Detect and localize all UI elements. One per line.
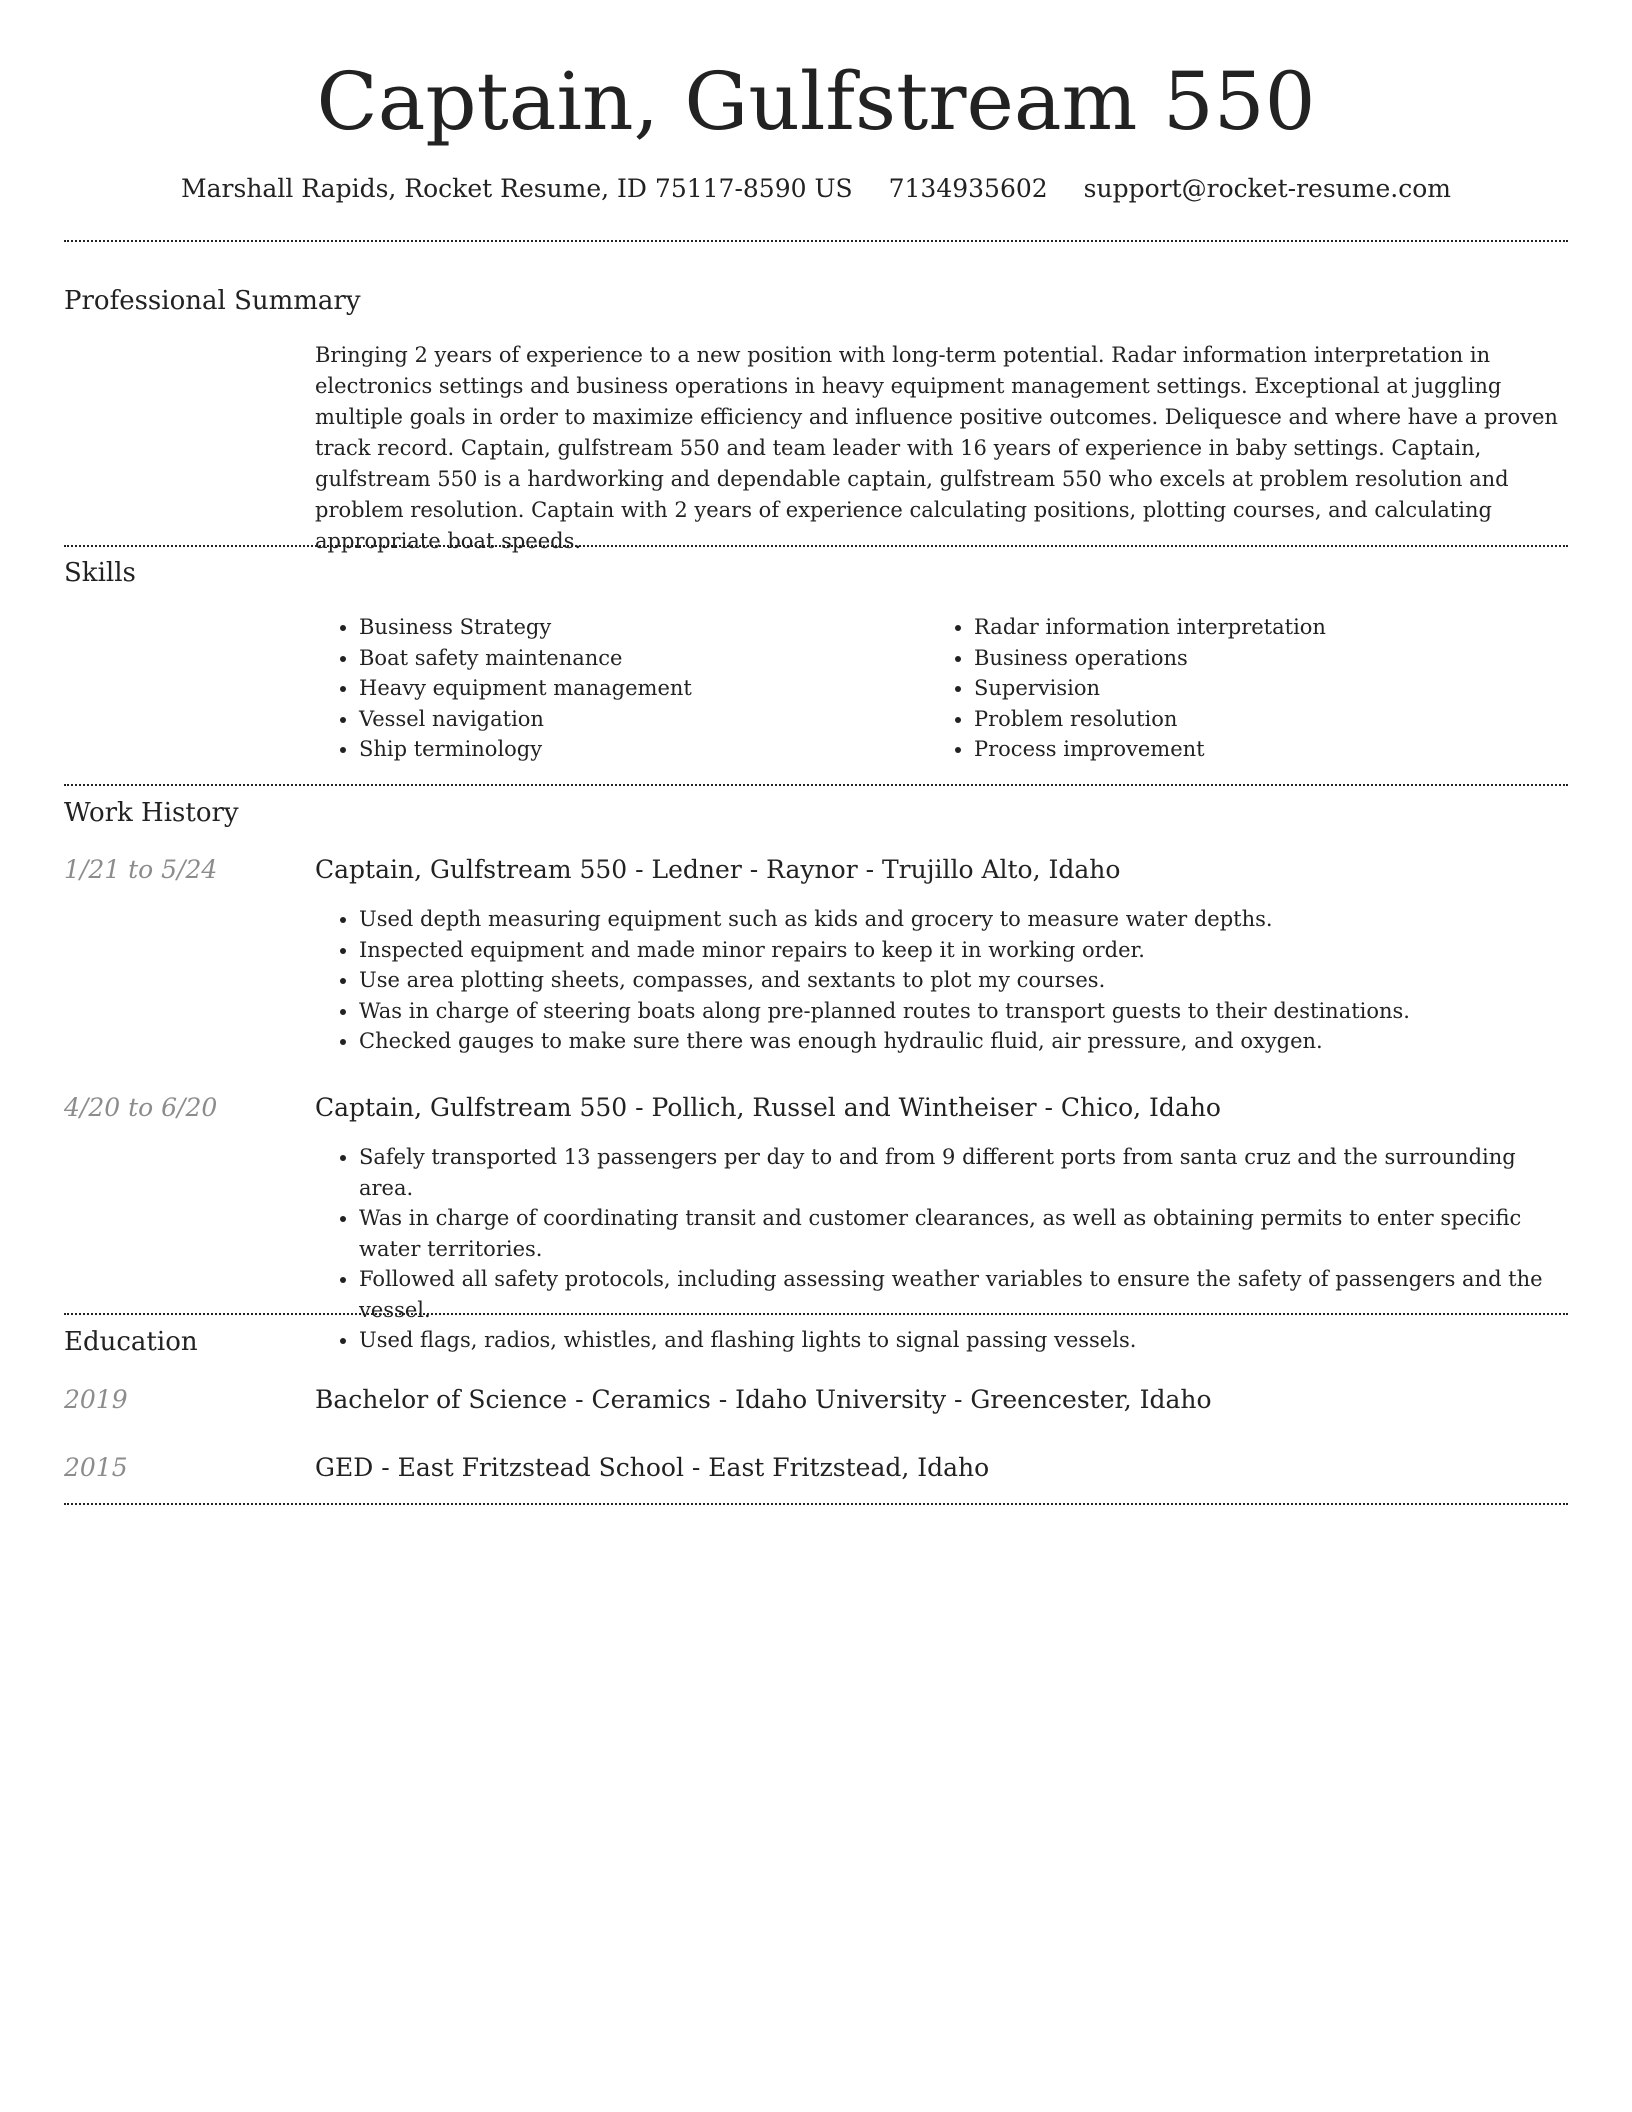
job-dates: 1/21 to 5/24	[64, 855, 218, 884]
skill-item: • Vessel navigation	[359, 704, 915, 735]
skill-item: • Process improvement	[974, 734, 1568, 765]
work-history-heading: Work History	[64, 798, 239, 828]
summary-text: Bringing 2 years of experience to a new position with long-term potential. Radar information interpretation in electronics settings and business operations in heavy equipment management settings. Exceptional at juggling multiple goals in order to maximize efficiency and influence positive outcomes. Deliquesce and where have a proven track record. Captain, gulfstream 550 and team leader with 16 years of experience in baby settings. Captain, gulfstream 550 is a hardworking and dependable captain, gulfstream 550 who excels at problem resolution and problem resolution. Captain with 2 years of experience calculating positions, plotting courses, and calculating appropriate boat speeds.	[315, 343, 1558, 553]
summary-heading: Professional Summary	[64, 286, 361, 316]
responsibility-item: • Was in charge of steering boats along pre-planned routes to transport guests to their destinations.	[359, 996, 1568, 1027]
job-dates: 4/20 to 6/20	[64, 1093, 218, 1122]
skill-item: • Boat safety maintenance	[359, 643, 915, 674]
skill-item: • Ship terminology	[359, 734, 915, 765]
skills-list-right	[930, 612, 1568, 765]
responsibility-item: • Use area plotting sheets, compasses, and sextants to plot my courses.	[359, 965, 1568, 996]
skills-heading: Skills	[64, 558, 136, 588]
education-year: 2015	[64, 1453, 128, 1482]
education-entry: Bachelor of Science - Ceramics - Idaho University - Greencester, Idaho	[315, 1385, 1212, 1414]
section-divider	[64, 240, 1568, 242]
responsibility-item: • Followed all safety protocols, including assessing weather variables to ensure the safety of passengers and the vessel.	[359, 1264, 1568, 1325]
skill-item: • Business operations	[974, 643, 1568, 674]
responsibility-item: • Used depth measuring equipment such as kids and grocery to measure water depths.	[359, 904, 1568, 935]
responsibility-item: • Was in charge of coordinating transit and customer clearances, as well as obtaining permits to enter specific water territories.	[359, 1203, 1568, 1264]
skills-list-left	[315, 612, 915, 765]
section-divider	[64, 784, 1568, 786]
job-heading: Captain, Gulfstream 550 - Ledner - Raynor - Trujillo Alto, Idaho	[315, 855, 1121, 884]
responsibility-item: • Used flags, radios, whistles, and flashing lights to signal passing vessels.	[359, 1325, 1568, 1356]
education-entry: GED - East Fritzstead School - East Fritzstead, Idaho	[315, 1453, 990, 1482]
skill-item: • Supervision	[974, 673, 1568, 704]
candidate-name: Captain, Gulfstream 550	[316, 55, 1316, 148]
section-divider	[64, 1503, 1568, 1505]
responsibility-item: • Checked gauges to make sure there was enough hydraulic fluid, air pressure, and oxygen.	[359, 1026, 1568, 1057]
responsibility-item: • Inspected equipment and made minor repairs to keep it in working order.	[359, 935, 1568, 966]
job-responsibilities	[315, 904, 1568, 1057]
job-responsibilities	[315, 1142, 1568, 1356]
education-year: 2019	[64, 1385, 128, 1414]
contact-email: support@rocket-resume.com	[1083, 174, 1451, 203]
skill-item: • Business Strategy	[359, 612, 915, 643]
skill-item: • Radar information interpretation	[974, 612, 1568, 643]
contact-line	[0, 172, 1632, 206]
skill-item: • Heavy equipment management	[359, 673, 915, 704]
contact-address: Marshall Rapids, Rocket Resume, ID 75117-8590 US	[181, 174, 853, 203]
responsibility-item: • Safely transported 13 passengers per day to and from 9 different ports from santa cruz and the surrounding area.	[359, 1142, 1568, 1203]
section-divider	[64, 1313, 1568, 1315]
job-heading: Captain, Gulfstream 550 - Pollich, Russel and Wintheiser - Chico, Idaho	[315, 1093, 1221, 1122]
education-heading: Education	[64, 1327, 198, 1357]
skill-item: • Problem resolution	[974, 704, 1568, 735]
contact-phone: 7134935602	[888, 174, 1048, 203]
section-divider	[64, 545, 1568, 547]
